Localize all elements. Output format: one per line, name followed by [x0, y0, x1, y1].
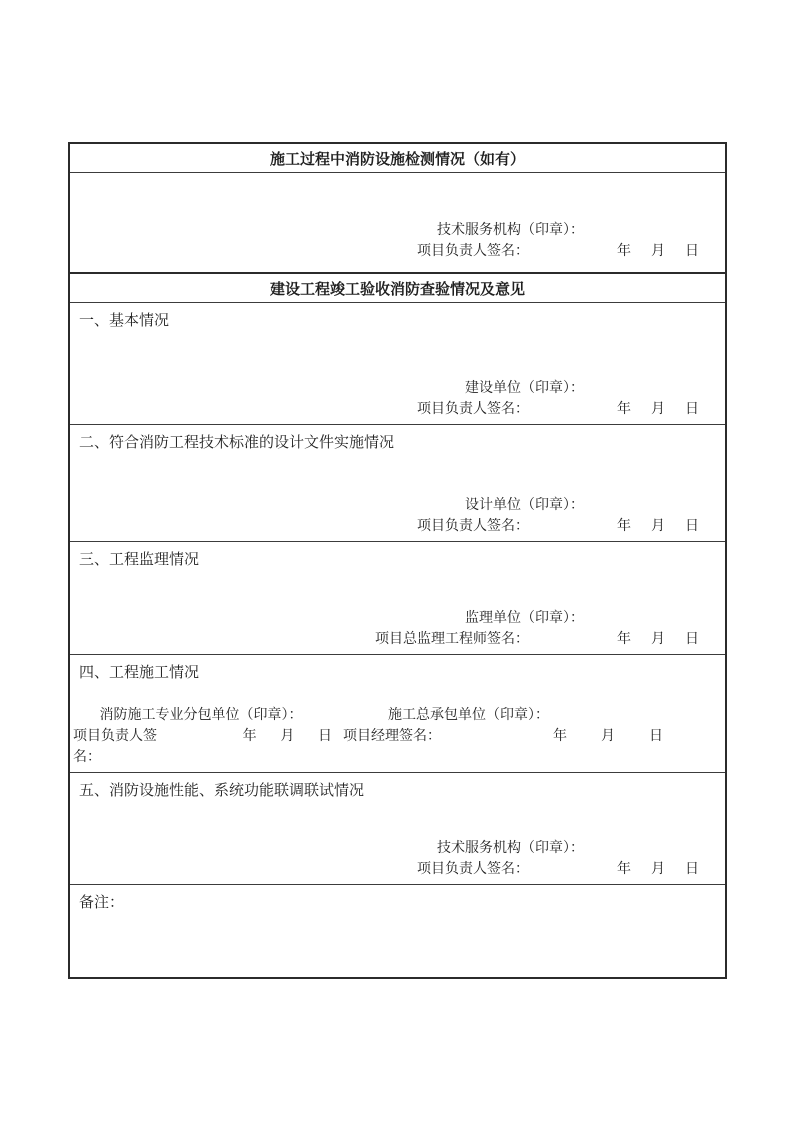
testing-signature-block	[70, 838, 725, 884]
year-label: 年	[617, 519, 631, 534]
month-label: 月	[651, 632, 665, 647]
month-label: 月	[651, 519, 665, 534]
row-basic-situation	[70, 303, 725, 425]
basic-signer-label: 项目负责人签名：	[417, 402, 529, 417]
general-contractor-unit-seal-label: 施工总承包单位（印章）：	[388, 708, 549, 723]
year-label: 年	[617, 862, 631, 877]
design-signer-label: 项目负责人签名：	[417, 519, 529, 534]
testing-title: 五、消防设施性能、系统功能联调联试情况	[79, 783, 365, 799]
testing-unit-seal-label: 技术服务机构（印章）：	[437, 841, 584, 856]
year-label: 年	[617, 402, 631, 417]
remarks-label: 备注：	[79, 895, 125, 911]
basic-sign-line	[70, 399, 725, 420]
month-label: 月	[651, 402, 665, 417]
subcontractor-signature-block	[70, 705, 332, 768]
basic-unit-seal-label: 建设单位（印章）：	[465, 381, 584, 396]
basic-title: 一、基本情况	[79, 313, 170, 329]
project-manager-signer-label: 项目经理签名：	[343, 729, 441, 744]
testing-signer-label: 项目负责人签名：	[417, 862, 529, 877]
design-signature-block	[70, 495, 725, 541]
construction-title: 四、工程施工情况	[79, 665, 200, 681]
detection-unit-seal-label: 技术服务机构（印章）：	[437, 223, 584, 238]
testing-sign-line	[70, 859, 725, 880]
year-label: 年	[242, 729, 257, 744]
day-label: 日	[685, 632, 699, 647]
acceptance-section-title: 建设工程竣工验收消防查验情况及意见	[269, 281, 525, 298]
month-label: 月	[280, 729, 295, 744]
supervision-signer-label: 项目总监理工程师签名：	[375, 632, 529, 647]
design-title: 二、符合消防工程技术标准的设计文件实施情况	[79, 435, 395, 451]
row-detection-header	[70, 144, 725, 173]
row-construction	[70, 655, 725, 773]
detection-signer-label: 项目负责人签名：	[417, 244, 529, 259]
day-label: 日	[649, 729, 663, 744]
fire-acceptance-form-table	[68, 142, 727, 979]
subcontractor-signer-label: 项目负责人签名：	[73, 729, 157, 765]
month-label: 月	[651, 862, 665, 877]
detection-section-title: 施工过程中消防设施检测情况（如有）	[269, 151, 525, 168]
supervision-signature-block	[70, 608, 725, 654]
subcontractor-sign-line	[70, 726, 332, 768]
year-label: 年	[553, 729, 567, 744]
supervision-sign-line	[70, 629, 725, 650]
row-remarks	[70, 885, 725, 977]
day-label: 日	[318, 729, 332, 744]
day-label: 日	[685, 402, 699, 417]
detection-signature-block	[70, 220, 725, 272]
construction-signature-area	[70, 705, 725, 772]
supervision-title: 三、工程监理情况	[79, 552, 200, 568]
row-supervision	[70, 542, 725, 655]
design-sign-line	[70, 516, 725, 537]
month-label: 月	[601, 729, 615, 744]
design-unit-seal-label: 设计单位（印章）：	[465, 498, 584, 513]
general-contractor-sign-line	[332, 726, 725, 747]
row-design-implementation	[70, 425, 725, 542]
row-system-testing	[70, 773, 725, 885]
basic-signature-block	[70, 378, 725, 424]
detection-sign-line	[70, 241, 725, 262]
year-label: 年	[617, 244, 631, 259]
supervision-unit-seal-label: 监理单位（印章）：	[465, 611, 584, 626]
month-label: 月	[651, 244, 665, 259]
row-acceptance-header	[70, 274, 725, 303]
subcontractor-unit-seal-label: 消防施工专业分包单位（印章）：	[99, 708, 303, 723]
day-label: 日	[685, 862, 699, 877]
year-label: 年	[617, 632, 631, 647]
day-label: 日	[685, 519, 699, 534]
row-detection-signature	[70, 173, 725, 274]
general-contractor-signature-block	[332, 705, 725, 768]
day-label: 日	[685, 244, 699, 259]
